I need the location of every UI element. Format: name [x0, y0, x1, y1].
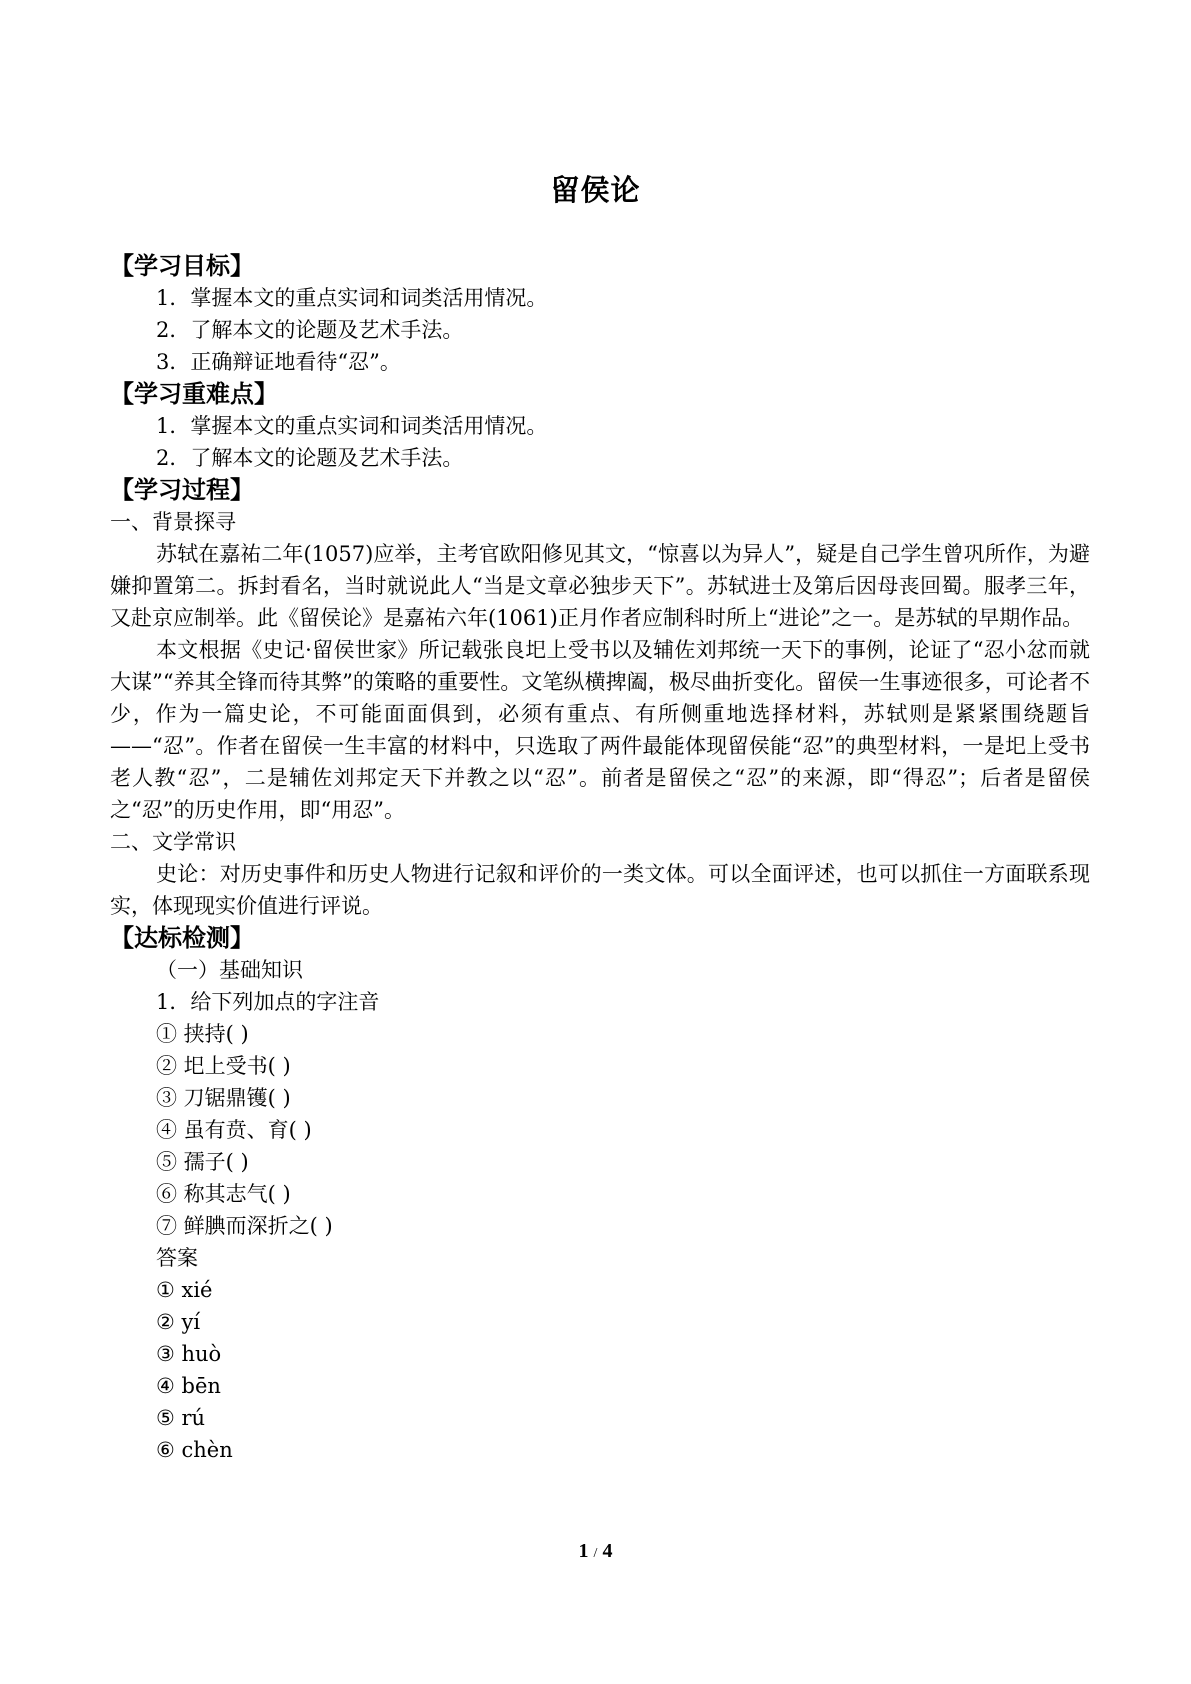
page-number [0, 1540, 1191, 1563]
document-body [110, 250, 1090, 1466]
question-item: ⑥ 称其志气( ) [156, 1182, 291, 1206]
question-item: ④ 虽有贲、育( ) [156, 1118, 312, 1142]
section-heading-goals: 【学习目标】 [110, 252, 254, 280]
page-separator: / [593, 1546, 598, 1561]
question-item: ③ 刀锯鼎镬( ) [156, 1086, 291, 1110]
answer-item: ④ bēn [156, 1374, 221, 1398]
keypoint-item: 2．了解本文的论题及艺术手法。 [156, 446, 464, 470]
answer-item: ⑥ chèn [156, 1438, 233, 1462]
literature-paragraph: 史论：对历史事件和历史人物进行记叙和评价的一类文体。可以全面评述，也可以抓住一方面联系现实，体现现实价值进行评说。 [110, 862, 1090, 918]
goal-item: 2．了解本文的论题及艺术手法。 [156, 318, 464, 342]
answer-item: ③ huò [156, 1342, 222, 1366]
section-heading-keypoints: 【学习重难点】 [110, 380, 278, 408]
section-heading-process: 【学习过程】 [110, 476, 254, 504]
current-page: 1 [578, 1540, 589, 1562]
goal-item: 1．掌握本文的重点实词和词类活用情况。 [156, 286, 548, 310]
literature-title: 二、文学常识 [110, 830, 236, 854]
question-item: ⑤ 孺子( ) [156, 1150, 249, 1174]
question-item: ② 圯上受书( ) [156, 1054, 291, 1078]
question-item: ⑦ 鲜腆而深折之( ) [156, 1214, 333, 1238]
keypoint-item: 1．掌握本文的重点实词和词类活用情况。 [156, 414, 548, 438]
background-paragraph: 本文根据《史记·留侯世家》所记载张良圯上受书以及辅佐刘邦统一天下的事例，论证了“忍小忿而就大谋”“养其全锋而待其弊”的策略的重要性。文笔纵横捭阖，极尽曲折变化。留侯一生事迹很多，可论者不少，作为一篇史论，不可能面面俱到，必须有重点、有所侧重地选择材料，苏轼则是紧紧围绕题旨——“忍”。作者在留侯一生丰富的材料中，只选取了两件最能体现留侯能“忍”的典型材料，一是圯上受书老人教“忍”，二是辅佐刘邦定天下并教之以“忍”。前者是留侯之“忍”的来源，即“得忍”；后者是留侯之“忍”的历史作用，即“用忍”。 [110, 638, 1090, 822]
total-pages: 4 [602, 1540, 613, 1562]
goal-item: 3．正确辩证地看待“忍”。 [156, 350, 401, 374]
page-title: 留侯论 [550, 173, 641, 207]
answer-item: ② yí [156, 1310, 201, 1334]
answer-label: 答案 [156, 1246, 198, 1270]
background-paragraph: 苏轼在嘉祐二年(1057)应举，主考官欧阳修见其文，“惊喜以为异人”，疑是自己学生曾巩所作，为避嫌抑置第二。拆封看名，当时就说此人“当是文章必独步天下”。苏轼进士及第后因母丧回蜀。服孝三年，又赴京应制举。此《留侯论》是嘉祐六年(1061)正月作者应制科时所上“进论”之一。是苏轼的早期作品。 [110, 542, 1090, 630]
answer-item: ① xié [156, 1278, 213, 1302]
answer-item: ⑤ rú [156, 1406, 206, 1430]
section-heading-test: 【达标检测】 [110, 924, 254, 952]
background-title: 一、背景探寻 [110, 510, 236, 534]
test-part-title: （一）基础知识 [156, 958, 303, 982]
question-item: ① 挟持( ) [156, 1022, 249, 1046]
question-title: 1．给下列加点的字注音 [156, 990, 380, 1014]
